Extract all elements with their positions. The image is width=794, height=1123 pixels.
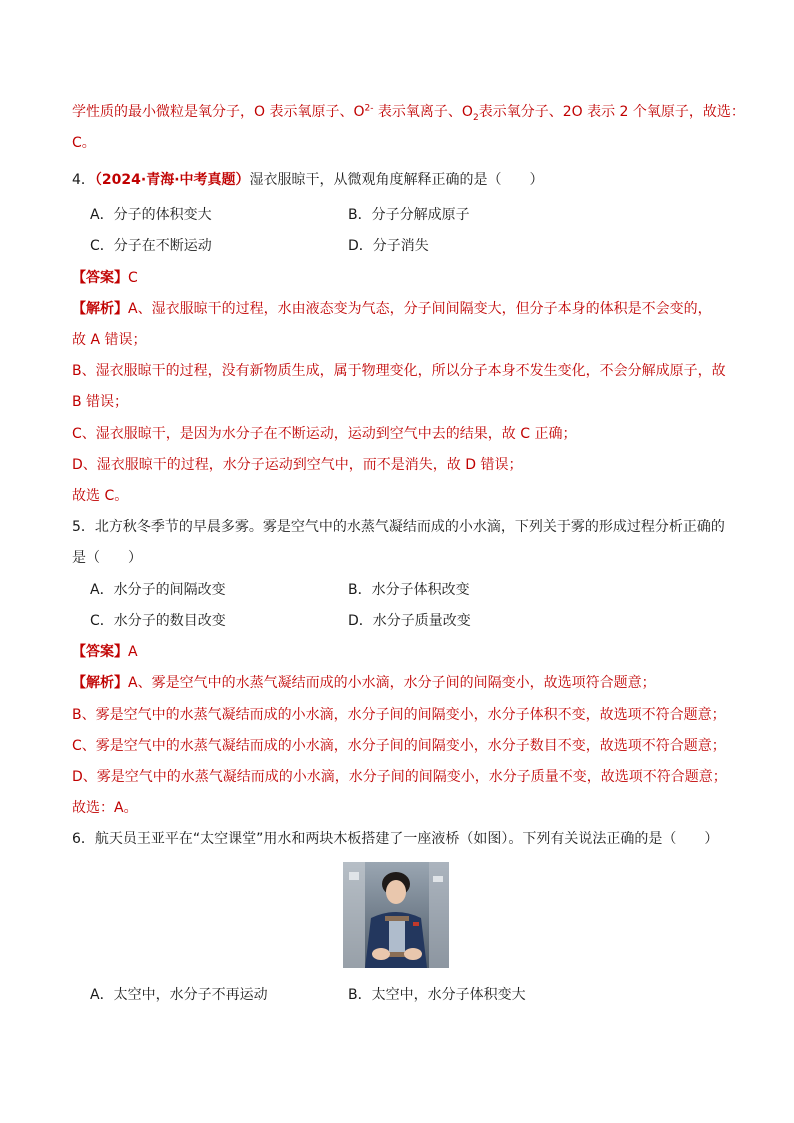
analysis-line: D、湿衣服晾干的过程，水分子运动到空气中，而不是消失，故 D 错误； xyxy=(72,457,523,473)
answer-value: C xyxy=(128,270,138,286)
analysis-line: C、雾是空气中的水蒸气凝结而成的小水滴，水分子间的间隔变小，水分子数目不变，故选项不符合题意； xyxy=(72,738,726,754)
prev-analysis-line: C。 xyxy=(72,135,96,151)
analysis-line: 故选 C。 xyxy=(72,488,129,504)
option-b: B．水分子体积改变 xyxy=(348,582,470,598)
liquid-bridge-photo xyxy=(343,862,449,968)
analysis-line: 【解析】A、雾是空气中的水蒸气凝结而成的小水滴，水分子间的间隔变小，故选项符合题意； xyxy=(72,675,656,691)
answer-line: 【答案】C xyxy=(72,270,138,286)
prev-analysis-line: 学性质的最小微粒是氧分子，O 表示氧原子、$O^{2-}$ 表示氧离子、$O_2$表示氧分子、2O 表示 2 个氧原子，故选： xyxy=(72,103,745,123)
option-b: B．太空中，水分子体积变大 xyxy=(348,987,526,1003)
analysis-line: C、湿衣服晾干，是因为水分子在不断运动，运动到空气中去的结果，故 C 正确； xyxy=(72,426,577,442)
option-b: B．分子分解成原子 xyxy=(348,207,470,223)
analysis-line: B、湿衣服晾干的过程，没有新物质生成，属于物理变化，所以分子本身不发生变化，不会分解成原子，故 xyxy=(72,363,726,379)
answer-value: A xyxy=(128,644,138,660)
answer-line: 【答案】A xyxy=(72,644,138,660)
analysis-line: 故 A 错误； xyxy=(72,332,147,348)
question-5-stem: 是（ ） xyxy=(72,550,142,566)
option-d: D．分子消失 xyxy=(348,238,429,254)
option-a: A．太空中，水分子不再运动 xyxy=(90,987,268,1003)
question-5-stem: 5．北方秋冬季节的早晨多雾。雾是空气中的水蒸气凝结而成的小水滴，下列关于雾的形成过程分析正确的 xyxy=(72,519,725,535)
option-c: C．水分子的数目改变 xyxy=(90,613,226,629)
analysis-line: 故选：A。 xyxy=(72,800,138,816)
option-c: C．分子在不断运动 xyxy=(90,238,212,254)
option-a: A．分子的体积变大 xyxy=(90,207,212,223)
question-4-stem: 4．（2024·青海·中考真题）湿衣服晾干，从微观角度解释正确的是（ ） xyxy=(72,172,544,188)
analysis-line: B、雾是空气中的水蒸气凝结而成的小水滴，水分子间的间隔变小，水分子体积不变，故选项不符合题意； xyxy=(72,707,726,723)
question-source: （2024·青海·中考真题） xyxy=(94,172,250,188)
analysis-line: 【解析】A、湿衣服晾干的过程，水由液态变为气态，分子间间隔变大，但分子本身的体积是不会变的， xyxy=(72,301,712,317)
analysis-line: D、雾是空气中的水蒸气凝结而成的小水滴，水分子间的间隔变小，水分子质量不变，故选项不符合题意； xyxy=(72,769,727,785)
option-a: A．水分子的间隔改变 xyxy=(90,582,226,598)
question-6-stem: 6．航天员王亚平在“太空课堂”用水和两块木板搭建了一座液桥（如图）。下列有关说法正确的是（ ） xyxy=(72,831,719,847)
analysis-line: B 错误； xyxy=(72,394,129,410)
option-d: D．水分子质量改变 xyxy=(348,613,471,629)
